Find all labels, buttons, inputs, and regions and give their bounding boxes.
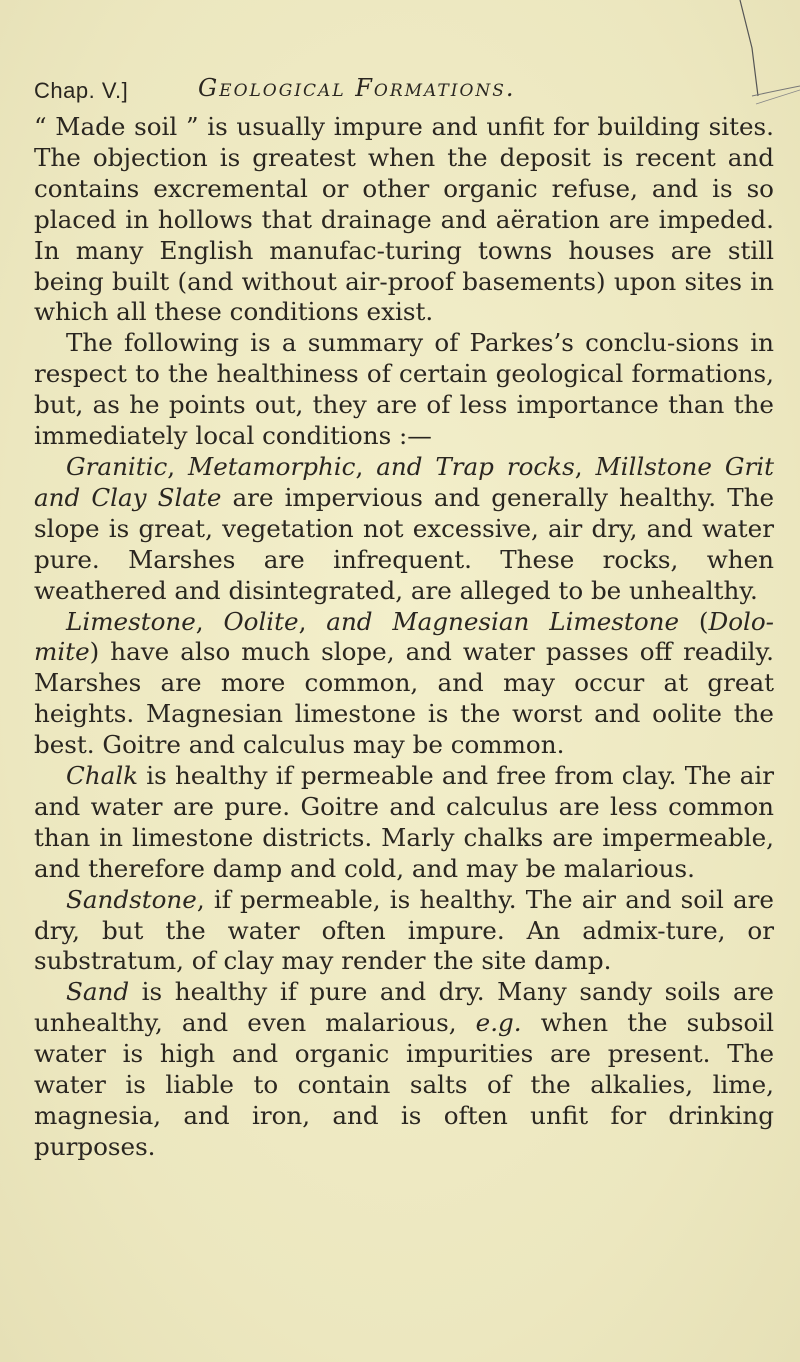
- paragraph: [34, 328, 774, 452]
- text-run: ) have also much slope, and water passes off readily. Marshes are more common, and may occur at great heights. Magnesian limestone is the worst and oolite the best. Goitre and calculus may be common.: [34, 637, 774, 760]
- text-run: ,: [298, 606, 327, 636]
- paragraph: [34, 112, 774, 328]
- text-run: The following is a summary of Parkes’s conclu-sions in respect to the healthiness of certain geological formations, but, as he points out, they are of less importance than the immediately local conditions :—: [34, 328, 774, 451]
- italic-text: and Magnesian Limestone: [326, 606, 680, 636]
- italic-text: Dolo-mite: [34, 606, 774, 667]
- text-run: ,: [355, 451, 377, 481]
- italic-text: Sand: [66, 977, 130, 1007]
- text-run: ,: [167, 451, 189, 481]
- italic-text: Chalk: [66, 761, 139, 791]
- chapter-label: Chap. V.]: [34, 78, 129, 103]
- text-run: , if permeable, is healthy. The air and soil are dry, but the water often impure. An admix-ture, or substratum, of clay may render the site damp.: [34, 884, 774, 976]
- italic-text: Oolite: [223, 606, 299, 636]
- text-run: (: [679, 606, 709, 636]
- body-text: [34, 112, 774, 1163]
- text-run: when the subsoil water is high and organic impurities are present. The water is liable to contain salts of the alkalies, lime, magnesia, and iron, and is often unfit for drinking purposes.: [34, 1008, 774, 1161]
- italic-text: Granitic: [66, 451, 168, 481]
- paragraph: [34, 452, 774, 607]
- text-run: are impervious and generally healthy. The slope is great, vegetation not excessive, air dry, and water pure. Marshes are infrequent. These rocks, when weathered and disintegrated, are alleged to be unhealthy.: [34, 482, 774, 605]
- text-run: “ Made soil ” is usually impure and unfit for building sites. The objection is greatest when the deposit is recent and contains excremental or other organic refuse, and is so placed in hollows that drainage and aëration are impeded. In many English manufac-turing towns houses are still being built (and without air-proof basements) upon sites in which all these conditions exist.: [34, 112, 774, 327]
- paragraph: [34, 607, 774, 762]
- page-header: [34, 72, 774, 112]
- paragraph: [34, 761, 774, 885]
- paragraph: [34, 885, 774, 978]
- text-run: is healthy if permeable and free from clay. The air and water are pure. Goitre and calculus are less common than in limestone districts. Marly chalks are impermeable, and therefore damp and cold, and may be malarious.: [34, 761, 774, 883]
- italic-text: and Trap rocks: [376, 451, 575, 481]
- running-title: Geological Formations.: [198, 74, 516, 102]
- italic-text: e.g.: [475, 1008, 522, 1038]
- italic-text: Limestone: [66, 606, 196, 636]
- italic-text: Millstone Grit and Clay Slate: [34, 451, 775, 512]
- text-run: ,: [195, 606, 224, 636]
- text-run: is healthy if pure and dry. Many sandy soils are unhealthy, and even malarious,: [34, 977, 774, 1038]
- italic-text: Sandstone: [66, 884, 197, 914]
- italic-text: Metamorphic: [188, 451, 356, 481]
- text-run: ,: [574, 451, 596, 481]
- paragraph: [34, 977, 774, 1162]
